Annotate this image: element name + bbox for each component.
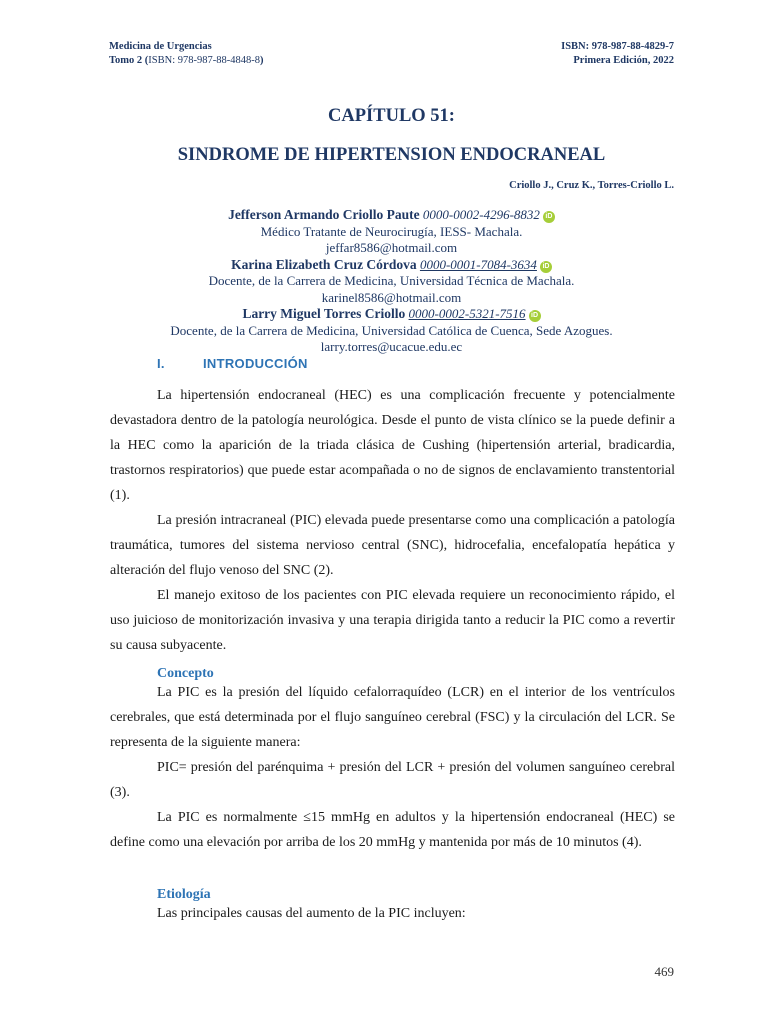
volume-info: Tomo 2 (ISBN: 978-987-88-4848-8) <box>109 55 264 66</box>
author-3-name: Larry Miguel Torres Criollo <box>242 306 406 321</box>
chapter-number: CAPÍTULO 51: <box>328 106 455 126</box>
author-2-email[interactable]: karinel8586@hotmail.com <box>321 289 462 305</box>
paragraph-6: La PIC es normalmente ≤15 mmHg en adultos y la hipertensión endocraneal (HEC) se define como una elevación por arriba de los 20 mmHg y mantenida por más de 10 minutos (4). <box>110 810 675 850</box>
author-2-orcid[interactable]: 0000-0001-7084-3634 <box>419 256 537 272</box>
author-2-name: Karina Elizabeth Cruz Córdova <box>231 256 417 272</box>
author-affiliations <box>0 207 768 356</box>
author-3-affiliation: Docente, de la Carrera de Medicina, Universidad Católica de Cuenca, Sede Azogues. <box>170 322 613 338</box>
subheading-concepto: Concepto <box>157 666 214 681</box>
author-1-affiliation: Médico Tratante de Neurocirugía, IESS- Machala. <box>260 223 523 239</box>
header-right <box>561 40 674 68</box>
paragraph-3: El manejo exitoso de los pacientes con PIC elevada requiere un reconocimiento rápido, el uso juicioso de monitorización invasiva y una terapia dirigida tanto a reducir la PIC como a revertir su causa subyacente. <box>110 588 675 653</box>
page-number: 469 <box>654 964 674 979</box>
author-2-line <box>0 257 768 274</box>
orcid-icon[interactable]: iD <box>529 310 541 322</box>
edition: Primera Edición, 2022 <box>573 55 674 66</box>
author-2-affiliation: Docente, de la Carrera de Medicina, Universidad Técnica de Machala. <box>208 273 575 288</box>
section-title: INTRODUCCIÓN <box>203 356 308 371</box>
paragraph-7: Las principales causas del aumento de la PIC incluyen: <box>157 906 466 921</box>
author-3-orcid[interactable]: 0000-0002-5321-7516 <box>408 306 526 321</box>
paragraph-5: PIC= presión del parénquima + presión del LCR + presión del volumen sanguíneo cerebral (3). <box>110 760 675 800</box>
section-heading <box>157 356 308 371</box>
volume-isbn: ISBN: 978-987-88-4848-8 <box>148 55 260 66</box>
authors-short: Criollo J., Cruz K., Torres-Criollo L. <box>509 180 674 191</box>
paragraph-1: La hipertensión endocraneal (HEC) es una complicación frecuente y potencialmente devastadora dentro de la patología neurológica. Desde el punto de vista clínico se la puede definir a la HEC como la aparición de la triada clásica de Cushing (hipertensión arterial, bradicardia, trastornos respiratorios) que puede estar acompañada o no de signos de enclavamiento transtentorial (1). <box>110 388 675 503</box>
orcid-icon[interactable]: iD <box>543 211 555 223</box>
author-3-line <box>0 306 768 323</box>
author-1-line <box>0 207 768 224</box>
book-title: Medicina de Urgencias <box>109 41 212 52</box>
section-number: I. <box>157 356 165 371</box>
book-isbn: ISBN: 978-987-88-4829-7 <box>561 41 674 52</box>
paragraph-4: La PIC es la presión del líquido cefalorraquídeo (LCR) en el interior de los ventrículos cerebrales, que está determinada por el flujo sanguíneo cerebral (FSC) y la circulación del LCR. Se representa de la siguiente manera: <box>110 685 675 750</box>
author-1-name: Jefferson Armando Criollo Paute <box>228 207 420 222</box>
paragraph-2: La presión intracraneal (PIC) elevada puede presentarse como una complicación a patología traumática, tumores del sistema nervioso central (SNC), hidrocefalia, encefalopatía hepática y alteración del flujo venoso del SNC (2). <box>110 513 675 578</box>
author-1-orcid[interactable]: 0000-0002-4296-8832 <box>422 207 540 222</box>
chapter-title: SINDROME DE HIPERTENSION ENDOCRANEAL <box>177 145 606 165</box>
author-1-email[interactable]: jeffar8586@hotmail.com <box>325 240 458 255</box>
orcid-icon[interactable]: iD <box>540 261 552 273</box>
header-left <box>109 40 264 68</box>
subheading-etiologia: Etiología <box>157 887 211 902</box>
author-3-email[interactable]: larry.torres@ucacue.edu.ec <box>320 339 463 354</box>
